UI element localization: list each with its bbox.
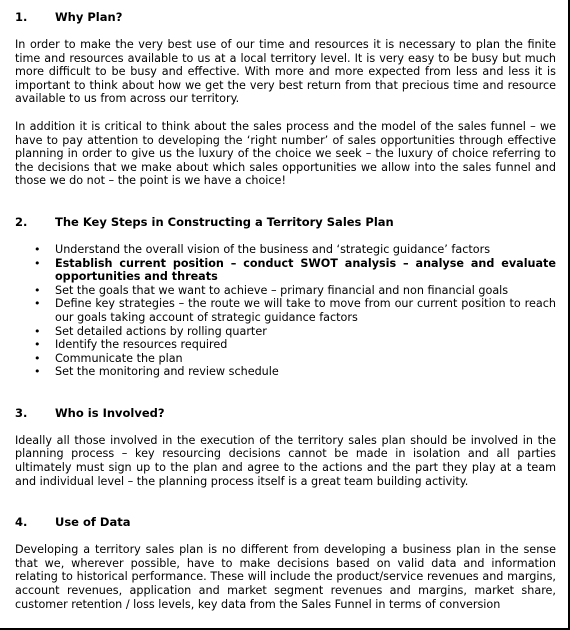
section-number: 3. [15,405,28,420]
section-title: Who is Involved? [55,405,165,420]
section-heading-key-steps [15,215,556,229]
bullet-icon: • [34,256,41,270]
document-body [15,10,556,611]
list-item: • Set detailed actions by rolling quarter [34,324,267,338]
section-number: 1. [15,10,28,24]
paragraph: Developing a territory sales plan is no different from developing a business plan in the sense that we, wherever possible, have to make decisions based on valid data and information relating to historical performance. These will include the product/service revenues and margins, account revenues, application and market segment revenues and margins, market share, customer retention / loss levels, key data from the Sales Funnel in terms of conversion [15,543,556,611]
section-title: Why Plan? [55,10,123,24]
section-title: Use of Data [55,515,131,530]
section-number: 2. [15,214,28,229]
list-item: • Define key strategies – the route we will take to move from our current position to reach our goals taking account of strategic guidance factors [34,297,556,324]
key-steps-list [15,243,556,379]
list-item: • Understand the overall vision of the business and ‘strategic guidance’ factors [34,242,491,256]
list-item: • Communicate the plan [34,351,183,365]
section-heading-use-of-data [15,515,556,529]
bullet-icon: • [34,365,41,379]
section-heading-why-plan [15,10,556,24]
paragraph: Ideally all those involved in the execution of the territory sales plan should be involved in the planning process – key resourcing decisions cannot be made in isolation and all parties ultimately must sign up to the plan and agree to the actions and the part they play at a team and individual level – the planning process itself is a great team building activity. [15,433,556,488]
section-title: The Key Steps in Constructing a Territory Sales Plan [55,214,394,229]
bullet-icon: • [34,297,41,311]
paragraph: In addition it is critical to think about the sales process and the model of the sales funnel – we have to pay attention to developing the ‘right number’ of sales opportunities through effective planning in order to give us the luxury of the choice we seek – the luxury of choice referring to the decisions that we make about which sales opportunities we allow into the sales funnel and those we do not – the point is we have a choice! [15,119,556,188]
bullet-icon: • [34,242,41,256]
bullet-icon: • [34,351,41,365]
bullet-icon: • [34,338,41,352]
bullet-icon: • [34,324,41,338]
section-number: 4. [15,515,28,530]
section-heading-who-is-involved [15,406,556,420]
paragraph: In order to make the very best use of our time and resources it is necessary to plan the finite time and resources available to us at a local territory level. It is very easy to be busy but much more difficult to be busy and effective. With more and more expected from less and less it is important to think about how we get the very best return from that precious time and resource available to us from across our territory. [15,38,556,106]
list-item: • Set the monitoring and review schedule [34,365,279,379]
list-item: • Identify the resources required [34,338,228,352]
list-item: • Establish current position – conduct SWOT analysis – analyse and evaluate opportunities and threats [34,256,556,284]
list-item: • Set the goals that we want to achieve – primary financial and non financial goals [34,283,509,297]
bullet-icon: • [34,283,41,297]
